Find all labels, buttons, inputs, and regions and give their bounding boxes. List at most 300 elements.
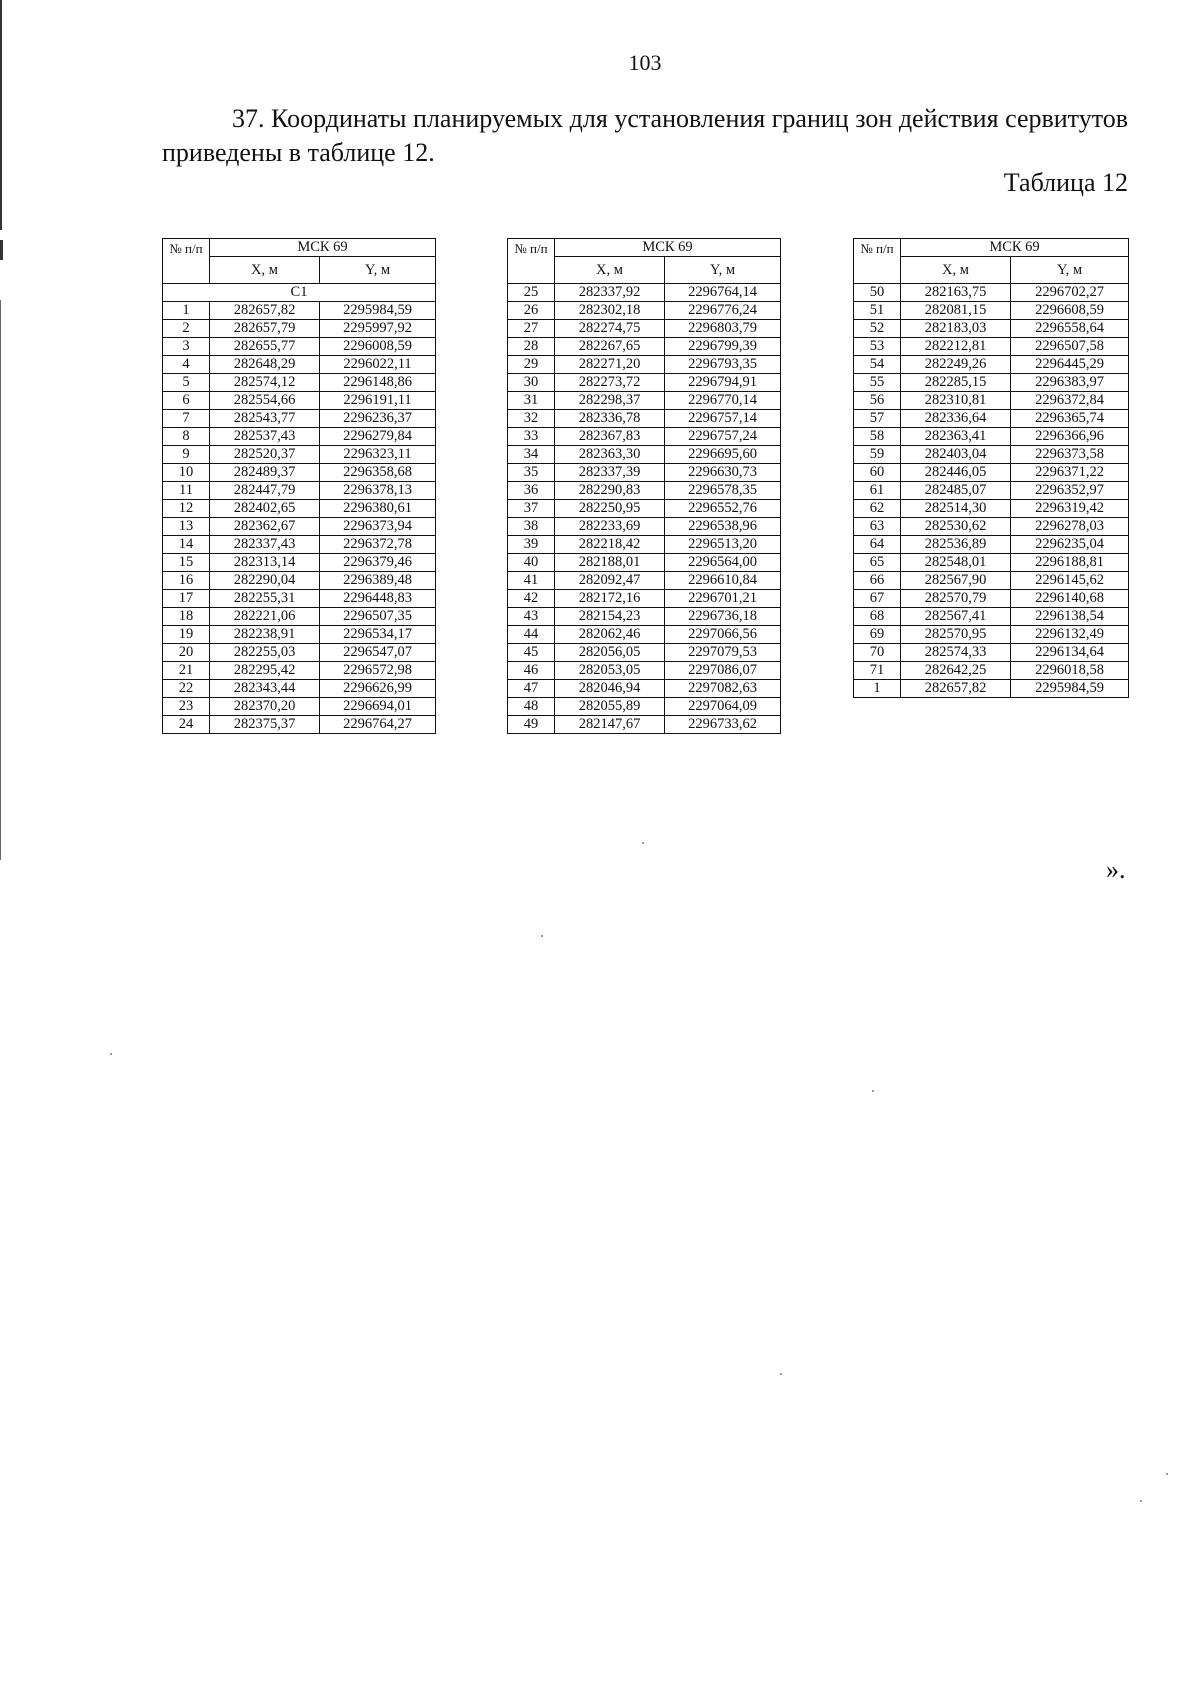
cell-number: 65: [854, 554, 901, 572]
cell-x: 282267,65: [555, 338, 665, 356]
cell-y: 2297082,63: [665, 680, 781, 698]
cell-y: 2296534,17: [320, 626, 436, 644]
table-row: [163, 644, 436, 662]
cell-y: 2296799,39: [665, 338, 781, 356]
cell-x: 282574,12: [210, 374, 320, 392]
cell-x: 282514,30: [901, 500, 1011, 518]
table-row: [854, 590, 1129, 608]
cell-x: 282271,20: [555, 356, 665, 374]
table-row: [163, 374, 436, 392]
cell-number: 26: [508, 302, 555, 320]
table-row: [508, 482, 781, 500]
cell-number: 64: [854, 536, 901, 554]
cell-number: 45: [508, 644, 555, 662]
scan-speck: [642, 842, 644, 844]
cell-number: 23: [163, 698, 210, 716]
cell-y: 2296694,01: [320, 698, 436, 716]
cell-y: 2296236,37: [320, 410, 436, 428]
cell-number: 25: [508, 284, 555, 302]
table-row: [508, 428, 781, 446]
cell-x: 282274,75: [555, 320, 665, 338]
table-row: [854, 284, 1129, 302]
cell-number: 6: [163, 392, 210, 410]
cell-number: 66: [854, 572, 901, 590]
cell-number: 18: [163, 608, 210, 626]
table-row: [163, 662, 436, 680]
table-row: [854, 338, 1129, 356]
coordinates-table-2: [507, 238, 781, 734]
cell-x: 282363,41: [901, 428, 1011, 446]
table-row: [508, 716, 781, 734]
cell-x: 282337,92: [555, 284, 665, 302]
cell-y: 2297066,56: [665, 626, 781, 644]
cell-number: 8: [163, 428, 210, 446]
cell-number: 41: [508, 572, 555, 590]
cell-y: 2296365,74: [1011, 410, 1129, 428]
cell-number: 20: [163, 644, 210, 662]
cell-number: 21: [163, 662, 210, 680]
cell-y: 2296323,11: [320, 446, 436, 464]
table-row: [163, 320, 436, 338]
cell-x: 282188,01: [555, 554, 665, 572]
cell-y: 2295997,92: [320, 320, 436, 338]
table-row: [163, 536, 436, 554]
cell-x: 282302,18: [555, 302, 665, 320]
table-row: [508, 500, 781, 518]
table-row: [854, 464, 1129, 482]
cell-x: 282657,82: [210, 302, 320, 320]
table-row: [508, 662, 781, 680]
cell-number: 47: [508, 680, 555, 698]
cell-number: 16: [163, 572, 210, 590]
cell-x: 282336,64: [901, 410, 1011, 428]
scan-edge-mark: [0, 0, 2, 230]
scan-speck: [110, 1053, 112, 1055]
cell-x: 282375,37: [210, 716, 320, 734]
group-label: С1: [163, 284, 436, 302]
cell-y: 2296319,42: [1011, 500, 1129, 518]
table-row: [508, 356, 781, 374]
cell-number: 27: [508, 320, 555, 338]
cell-x: 282295,42: [210, 662, 320, 680]
page-number: 103: [628, 50, 662, 75]
cell-x: 282567,41: [901, 608, 1011, 626]
cell-number: 43: [508, 608, 555, 626]
table-row: [163, 410, 436, 428]
header-crs: МСК 69: [555, 239, 781, 257]
cell-y: 2296695,60: [665, 446, 781, 464]
cell-number: 71: [854, 662, 901, 680]
table-row: [854, 302, 1129, 320]
cell-x: 282092,47: [555, 572, 665, 590]
cell-x: 282062,46: [555, 626, 665, 644]
cell-x: 282489,37: [210, 464, 320, 482]
cell-x: 282530,62: [901, 518, 1011, 536]
table-row: [854, 680, 1129, 698]
table-row: [163, 608, 436, 626]
header-x: X, м: [210, 257, 320, 284]
cell-x: 282336,78: [555, 410, 665, 428]
cell-number: 37: [508, 500, 555, 518]
scan-speck: [872, 1090, 874, 1092]
cell-x: 282233,69: [555, 518, 665, 536]
cell-y: 2296235,04: [1011, 536, 1129, 554]
cell-number: 70: [854, 644, 901, 662]
cell-number: 61: [854, 482, 901, 500]
table-row: [508, 446, 781, 464]
table-row: [854, 644, 1129, 662]
cell-number: 59: [854, 446, 901, 464]
cell-x: 282574,33: [901, 644, 1011, 662]
table-row: [508, 464, 781, 482]
table-row: [163, 590, 436, 608]
table-row: [163, 698, 436, 716]
header-x: X, м: [901, 257, 1011, 284]
cell-number: 9: [163, 446, 210, 464]
cell-x: 282310,81: [901, 392, 1011, 410]
cell-x: 282290,83: [555, 482, 665, 500]
cell-number: 13: [163, 518, 210, 536]
table-body: [163, 284, 436, 734]
cell-number: 22: [163, 680, 210, 698]
cell-x: 282370,20: [210, 698, 320, 716]
scan-speck: [1166, 1473, 1168, 1475]
table-row: [508, 338, 781, 356]
cell-y: 2296626,99: [320, 680, 436, 698]
cell-y: 2296022,11: [320, 356, 436, 374]
cell-number: 52: [854, 320, 901, 338]
table-row: [508, 410, 781, 428]
cell-y: 2296372,78: [320, 536, 436, 554]
cell-y: 2296134,64: [1011, 644, 1129, 662]
cell-y: 2296578,35: [665, 482, 781, 500]
cell-number: 12: [163, 500, 210, 518]
cell-number: 69: [854, 626, 901, 644]
cell-x: 282520,37: [210, 446, 320, 464]
cell-number: 48: [508, 698, 555, 716]
header-x: X, м: [555, 257, 665, 284]
cell-x: 282313,14: [210, 554, 320, 572]
cell-x: 282642,25: [901, 662, 1011, 680]
cell-number: 24: [163, 716, 210, 734]
header-y: Y, м: [665, 257, 781, 284]
table-row: [508, 536, 781, 554]
cell-y: 2296793,35: [665, 356, 781, 374]
cell-x: 282290,04: [210, 572, 320, 590]
cell-y: 2296507,35: [320, 608, 436, 626]
cell-number: 11: [163, 482, 210, 500]
scan-speck: [1140, 1500, 1142, 1502]
cell-x: 282367,83: [555, 428, 665, 446]
cell-y: 2296538,96: [665, 518, 781, 536]
table-row: [508, 374, 781, 392]
cell-number: 15: [163, 554, 210, 572]
cell-y: 2296373,58: [1011, 446, 1129, 464]
cell-number: 33: [508, 428, 555, 446]
cell-x: 282655,77: [210, 338, 320, 356]
paragraph-text: Координаты планируемых для установления границ зон действия сервитутов приведены в таблице 12.: [162, 104, 1128, 167]
table-row: [163, 626, 436, 644]
cell-number: 28: [508, 338, 555, 356]
cell-number: 1: [163, 302, 210, 320]
cell-x: 282218,42: [555, 536, 665, 554]
cell-y: 2296352,97: [1011, 482, 1129, 500]
scan-speck: [780, 1373, 782, 1375]
table-row: [163, 392, 436, 410]
table-row: [854, 392, 1129, 410]
cell-number: 35: [508, 464, 555, 482]
cell-x: 282402,65: [210, 500, 320, 518]
cell-x: 282055,89: [555, 698, 665, 716]
cell-y: 2296702,27: [1011, 284, 1129, 302]
header-y: Y, м: [1011, 257, 1129, 284]
table-row: [854, 536, 1129, 554]
coordinates-table-1: [162, 238, 436, 734]
table-row: [508, 320, 781, 338]
cell-y: 2296148,86: [320, 374, 436, 392]
cell-number: 1: [854, 680, 901, 698]
cell-y: 2296764,14: [665, 284, 781, 302]
table-row: [163, 518, 436, 536]
cell-x: 282183,03: [901, 320, 1011, 338]
table-row: [508, 680, 781, 698]
cell-number: 60: [854, 464, 901, 482]
table-row: [854, 410, 1129, 428]
cell-y: 2296008,59: [320, 338, 436, 356]
cell-y: 2296558,64: [1011, 320, 1129, 338]
cell-y: 2296445,29: [1011, 356, 1129, 374]
cell-number: 58: [854, 428, 901, 446]
cell-x: 282285,15: [901, 374, 1011, 392]
cell-y: 2296373,94: [320, 518, 436, 536]
cell-x: 282485,07: [901, 482, 1011, 500]
table-row: [163, 428, 436, 446]
cell-number: 36: [508, 482, 555, 500]
table-row: [854, 662, 1129, 680]
header-y: Y, м: [320, 257, 436, 284]
cell-x: 282446,05: [901, 464, 1011, 482]
table-row: [854, 428, 1129, 446]
cell-x: 282548,01: [901, 554, 1011, 572]
table-row: [163, 464, 436, 482]
cell-x: 282570,95: [901, 626, 1011, 644]
cell-y: 2295984,59: [320, 302, 436, 320]
cell-number: 63: [854, 518, 901, 536]
table-row: [508, 698, 781, 716]
table-row: [163, 680, 436, 698]
cell-x: 282154,23: [555, 608, 665, 626]
table-body: [508, 284, 781, 734]
table-row: [854, 554, 1129, 572]
cell-x: 282543,77: [210, 410, 320, 428]
cell-number: 51: [854, 302, 901, 320]
cell-y: 2295984,59: [1011, 680, 1129, 698]
cell-x: 282537,43: [210, 428, 320, 446]
cell-y: 2296140,68: [1011, 590, 1129, 608]
cell-x: 282221,06: [210, 608, 320, 626]
table-row: [508, 302, 781, 320]
table-row: [163, 500, 436, 518]
table-row: [508, 608, 781, 626]
cell-x: 282447,79: [210, 482, 320, 500]
cell-number: 57: [854, 410, 901, 428]
paragraph-number: 37.: [232, 104, 265, 133]
cell-number: 19: [163, 626, 210, 644]
cell-y: 2296630,73: [665, 464, 781, 482]
cell-number: 67: [854, 590, 901, 608]
cell-x: 282554,66: [210, 392, 320, 410]
cell-number: 32: [508, 410, 555, 428]
closing-quote: ».: [1106, 855, 1126, 884]
cell-y: 2296371,22: [1011, 464, 1129, 482]
cell-y: 2296278,03: [1011, 518, 1129, 536]
cell-number: 54: [854, 356, 901, 374]
table-row: [854, 356, 1129, 374]
cell-number: 62: [854, 500, 901, 518]
cell-x: 282249,26: [901, 356, 1011, 374]
table-row: [163, 554, 436, 572]
table-row: [163, 338, 436, 356]
cell-number: 42: [508, 590, 555, 608]
cell-x: 282081,15: [901, 302, 1011, 320]
cell-number: 17: [163, 590, 210, 608]
table-row: [508, 554, 781, 572]
cell-number: 55: [854, 374, 901, 392]
cell-number: 4: [163, 356, 210, 374]
header-crs: МСК 69: [210, 239, 436, 257]
cell-y: 2296279,84: [320, 428, 436, 446]
table-row: [854, 626, 1129, 644]
cell-number: 46: [508, 662, 555, 680]
scan-edge-mark: [0, 300, 1, 860]
cell-x: 282403,04: [901, 446, 1011, 464]
table-row: [508, 518, 781, 536]
cell-y: 2296378,13: [320, 482, 436, 500]
cell-y: 2296366,96: [1011, 428, 1129, 446]
cell-number: 31: [508, 392, 555, 410]
cell-x: 282238,91: [210, 626, 320, 644]
table-row: [163, 302, 436, 320]
cell-y: 2296188,81: [1011, 554, 1129, 572]
cell-y: 2296757,24: [665, 428, 781, 446]
table-row: [854, 482, 1129, 500]
table-row: [163, 446, 436, 464]
scan-edge-mark: [0, 240, 3, 260]
cell-y: 2296564,00: [665, 554, 781, 572]
cell-number: 29: [508, 356, 555, 374]
cell-x: 282056,05: [555, 644, 665, 662]
table-row: [163, 572, 436, 590]
table-row: [854, 500, 1129, 518]
cell-x: 282273,72: [555, 374, 665, 392]
cell-number: 50: [854, 284, 901, 302]
cell-y: 2296379,46: [320, 554, 436, 572]
cell-number: 30: [508, 374, 555, 392]
cell-y: 2296547,07: [320, 644, 436, 662]
cell-y: 2296701,21: [665, 590, 781, 608]
cell-y: 2296018,58: [1011, 662, 1129, 680]
cell-y: 2297064,09: [665, 698, 781, 716]
cell-number: 5: [163, 374, 210, 392]
cell-x: 282212,81: [901, 338, 1011, 356]
cell-x: 282147,67: [555, 716, 665, 734]
header-number: № п/п: [508, 239, 555, 284]
cell-y: 2296552,76: [665, 500, 781, 518]
cell-x: 282337,39: [555, 464, 665, 482]
table-row: [508, 590, 781, 608]
cell-number: 38: [508, 518, 555, 536]
header-number: № п/п: [163, 239, 210, 284]
cell-y: 2296383,97: [1011, 374, 1129, 392]
cell-y: 2297079,53: [665, 644, 781, 662]
cell-x: 282657,79: [210, 320, 320, 338]
cell-x: 282567,90: [901, 572, 1011, 590]
table-row: [854, 446, 1129, 464]
cell-x: 282337,43: [210, 536, 320, 554]
table-row: [508, 284, 781, 302]
cell-y: 2296448,83: [320, 590, 436, 608]
cell-number: 49: [508, 716, 555, 734]
cell-y: 2296380,61: [320, 500, 436, 518]
table-row: [163, 356, 436, 374]
cell-y: 2296733,62: [665, 716, 781, 734]
cell-number: 10: [163, 464, 210, 482]
cell-number: 3: [163, 338, 210, 356]
cell-x: 282648,29: [210, 356, 320, 374]
cell-x: 282343,44: [210, 680, 320, 698]
cell-y: 2296803,79: [665, 320, 781, 338]
table-row: [163, 482, 436, 500]
cell-x: 282657,82: [901, 680, 1011, 698]
table-row: [854, 518, 1129, 536]
table-row: [508, 644, 781, 662]
cell-y: 2296770,14: [665, 392, 781, 410]
paragraph: [162, 102, 1128, 170]
cell-y: 2296736,18: [665, 608, 781, 626]
table-caption: Таблица 12: [1003, 168, 1128, 197]
scan-speck: [541, 935, 543, 937]
cell-y: 2296372,84: [1011, 392, 1129, 410]
table-row: [854, 374, 1129, 392]
table-row: [508, 572, 781, 590]
cell-x: 282172,16: [555, 590, 665, 608]
table-row: [854, 572, 1129, 590]
cell-number: 14: [163, 536, 210, 554]
cell-y: 2296757,14: [665, 410, 781, 428]
table-row: [508, 392, 781, 410]
cell-y: 2296776,24: [665, 302, 781, 320]
cell-x: 282363,30: [555, 446, 665, 464]
cell-x: 282298,37: [555, 392, 665, 410]
cell-y: 2296572,98: [320, 662, 436, 680]
cell-y: 2296132,49: [1011, 626, 1129, 644]
cell-number: 53: [854, 338, 901, 356]
table-row: [163, 716, 436, 734]
cell-y: 2296794,91: [665, 374, 781, 392]
cell-number: 44: [508, 626, 555, 644]
table-row: [508, 626, 781, 644]
cell-y: 2296191,11: [320, 392, 436, 410]
cell-y: 2296358,68: [320, 464, 436, 482]
cell-number: 2: [163, 320, 210, 338]
cell-number: 68: [854, 608, 901, 626]
cell-number: 7: [163, 410, 210, 428]
cell-x: 282536,89: [901, 536, 1011, 554]
coordinates-table-3: [853, 238, 1129, 698]
cell-x: 282362,67: [210, 518, 320, 536]
cell-y: 2296608,59: [1011, 302, 1129, 320]
cell-y: 2296513,20: [665, 536, 781, 554]
